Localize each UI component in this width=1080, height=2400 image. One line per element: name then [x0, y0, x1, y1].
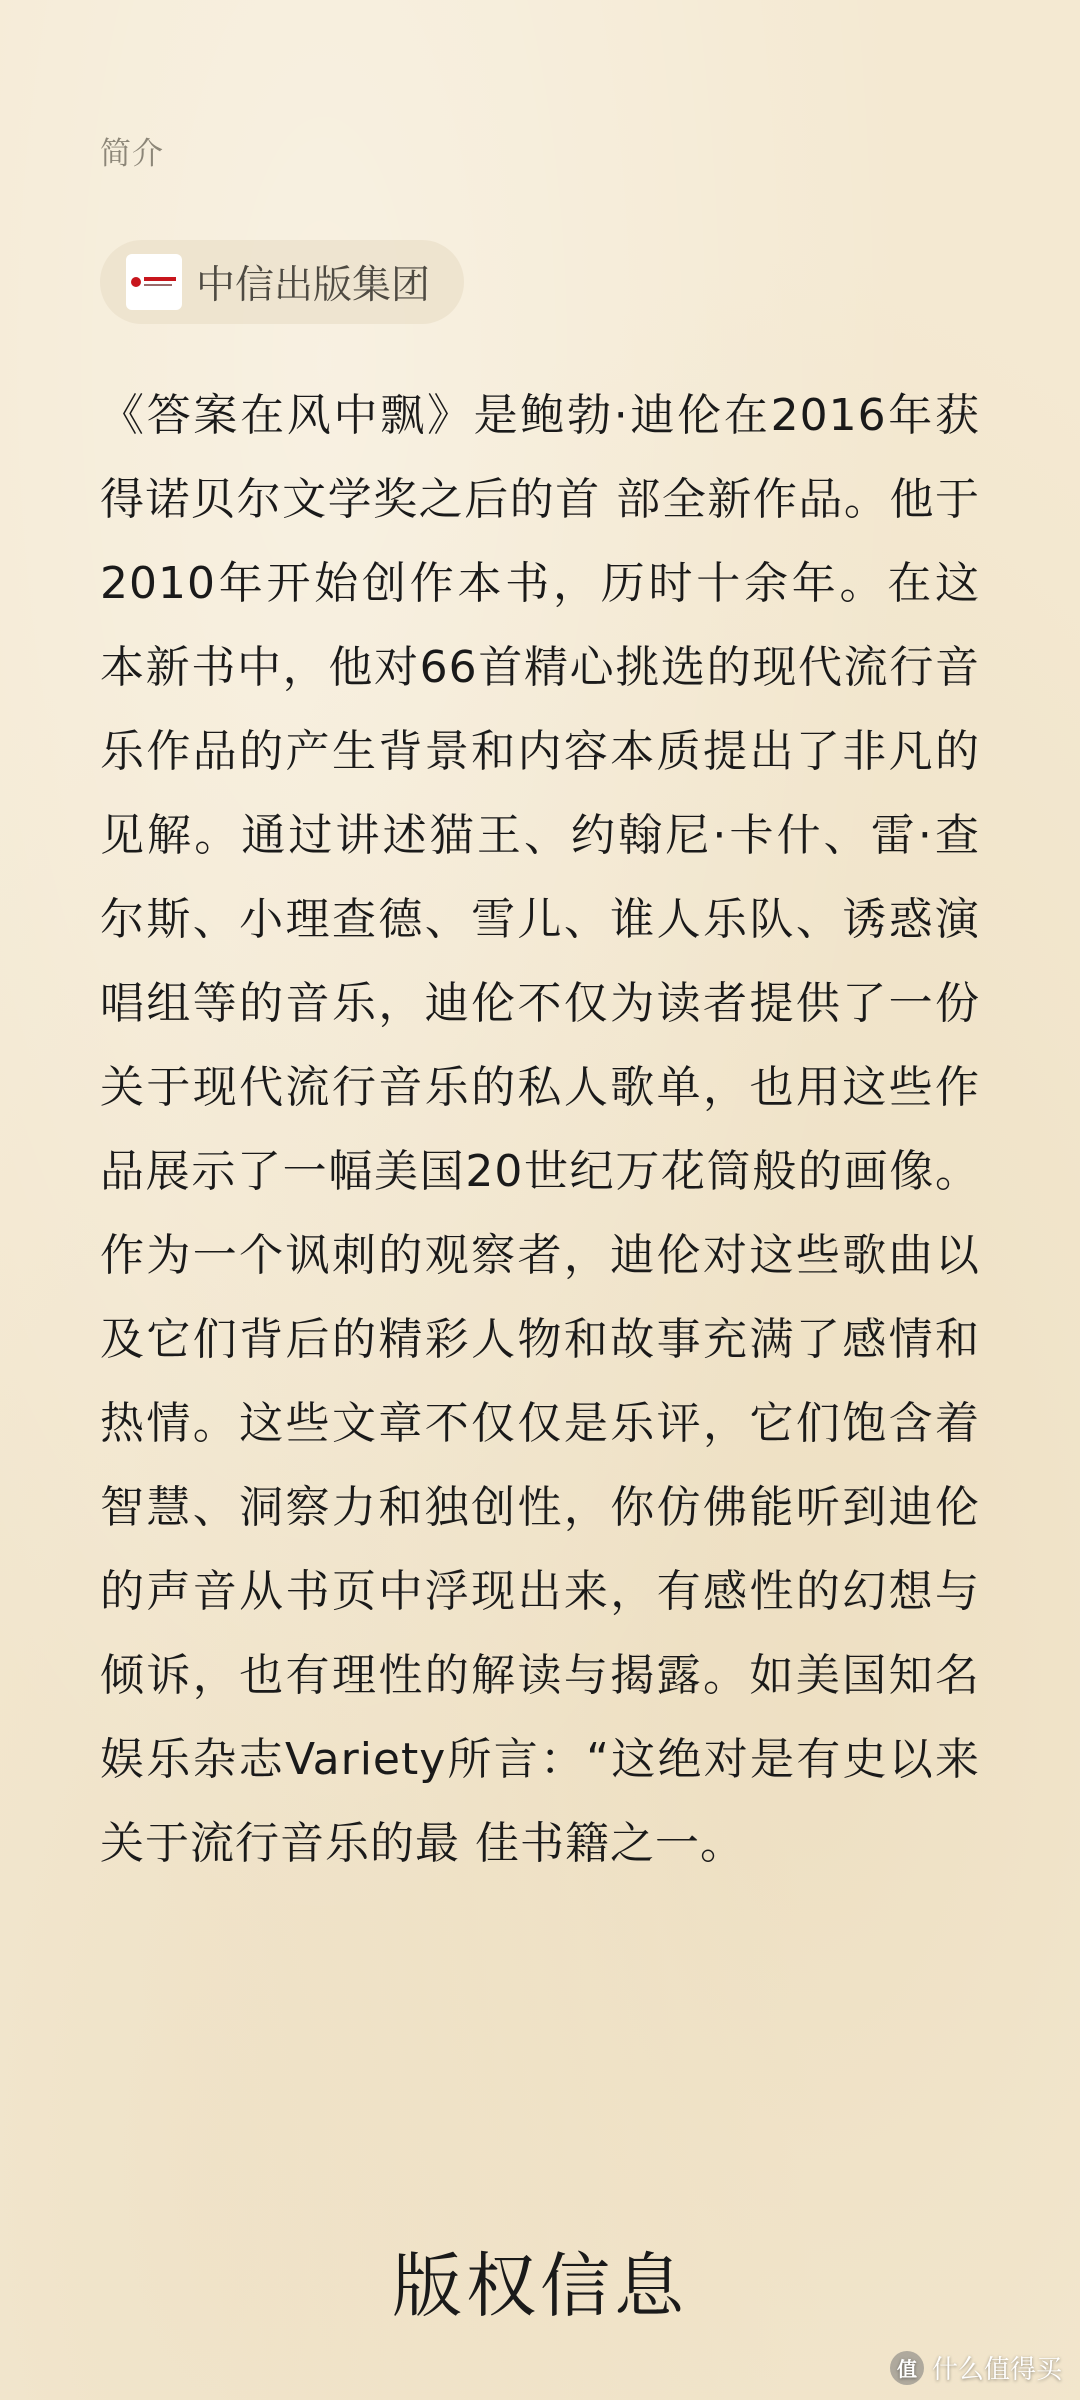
watermark-text: 什么值得买	[931, 2355, 1062, 2385]
publisher-logo-icon	[126, 254, 182, 310]
copyright-heading: 版权信息	[392, 2245, 688, 2327]
publisher-chip[interactable]	[100, 240, 464, 324]
site-watermark	[890, 2349, 1062, 2386]
section-label: 简介	[100, 136, 164, 172]
publisher-name: 中信出版集团	[196, 263, 431, 308]
watermark-badge-icon: 值	[890, 2351, 924, 2385]
book-description: 《答案在风中飘》是鲍勃·迪伦在2016年获得诺贝尔文学奖之后的首 部全新作品。他于2010年开始创作本书，历时十余年。在这本新书中，他对66首精心挑选的现代流行音乐作品的产生背景和内容本质提出了非凡的见解。通过讲述猫王、约翰尼·卡什、雷·查尔斯、小理查德、雪儿、谁人乐队、诱惑演唱组等的音乐，迪伦不仅为读者提供了一份关于现代流行音乐的私人歌单，也用这些作品展示了一幅美国20世纪万花筒般的画像。 作为一个讽刺的观察者，迪伦对这些歌曲以及它们背后的精彩人物和故事充满了感情和热情。这些文章不仅仅是乐评，它们饱含着智慧、洞察力和独创性，你仿佛能听到迪伦的声音从书页中浮现出来，有感性的幻想与倾诉，也有理性的解读与揭露。如美国知名娱乐杂志Variety所言：“这绝对是有史以来关于流行音乐的最 佳书籍之一。	[100, 390, 980, 1869]
